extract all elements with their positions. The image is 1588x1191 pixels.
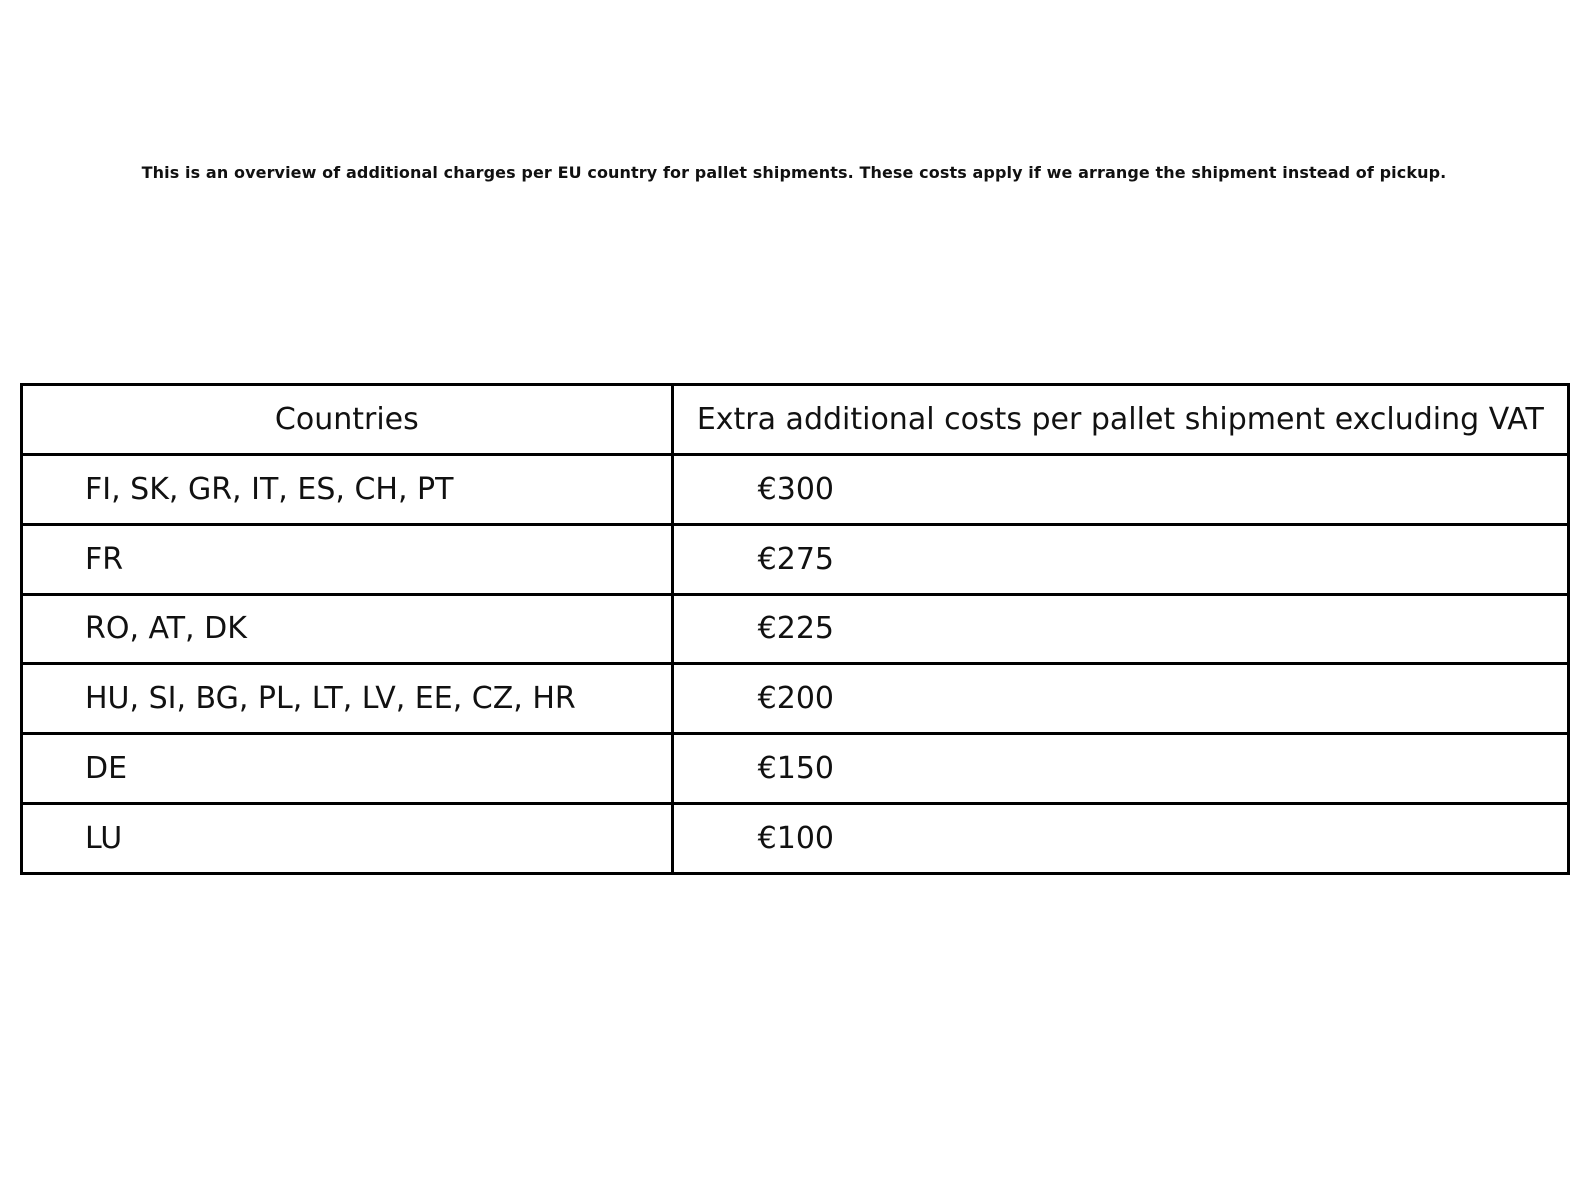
table-row — [22, 454, 1569, 524]
countries-cell: FI, SK, GR, IT, ES, CH, PT — [22, 454, 673, 524]
table-row — [22, 594, 1569, 664]
table-row — [22, 804, 1569, 874]
countries-cell: HU, SI, BG, PL, LT, LV, EE, CZ, HR — [22, 664, 673, 734]
cost-cell: €300 — [672, 454, 1568, 524]
table-row — [22, 524, 1569, 594]
countries-cell: DE — [22, 734, 673, 804]
countries-cell: RO, AT, DK — [22, 594, 673, 664]
cost-cell: €100 — [672, 804, 1568, 874]
cost-cell: €275 — [672, 524, 1568, 594]
charges-table — [20, 383, 1570, 875]
header-extra-costs: Extra additional costs per pallet shipment excluding VAT — [672, 385, 1568, 455]
table-header-row — [22, 385, 1569, 455]
table-row — [22, 664, 1569, 734]
countries-cell: LU — [22, 804, 673, 874]
header-countries: Countries — [22, 385, 673, 455]
cost-cell: €200 — [672, 664, 1568, 734]
cost-cell: €150 — [672, 734, 1568, 804]
table-row — [22, 734, 1569, 804]
cost-cell: €225 — [672, 594, 1568, 664]
page-title: This is an overview of additional charges per EU country for pallet shipments. These costs apply if we arrange the shipment instead of pickup. — [141, 163, 1447, 182]
countries-cell: FR — [22, 524, 673, 594]
